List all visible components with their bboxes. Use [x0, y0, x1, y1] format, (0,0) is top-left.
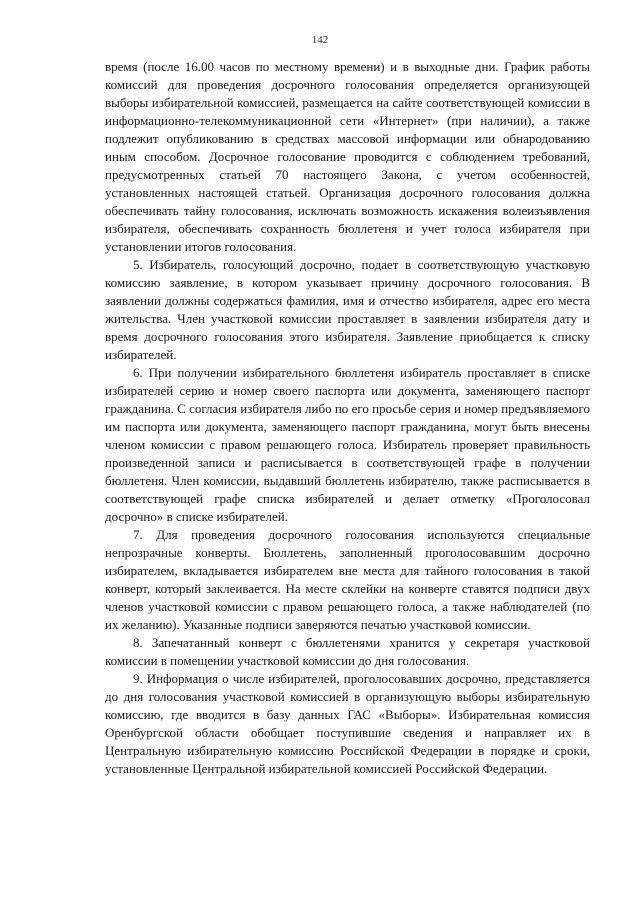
paragraph-item-8: 8. Запечатанный конверт с бюллетенями хранится у секретаря участковой комиссии в помещении участковой комиссии до дня голосования. — [105, 635, 590, 668]
document-body — [105, 58, 590, 778]
paragraph-item-9: 9. Информация о числе избирателей, проголосовавших досрочно, представляется до дня голосования участковой комиссией в организующую выборы избирательную комиссию, где вводится в базу данных ГАС «Выборы». Избирательная комиссия Оренбургской области обобщает поступившие сведения и направляет их в Центральную избирательную комиссию Российской Федерации в порядке и сроки, установленные Центральной избирательной комиссией Российской Федерации. — [105, 671, 590, 776]
paragraph-item-7: 7. Для проведения досрочного голосования используются специальные непрозрачные конверты. Бюллетень, заполненный проголосовавшим досрочно избирателем, вкладывается избирателем вне места для тайного голосования в такой конверт, который заклеивается. На месте склейки на конверте ставятся подписи двух членов участковой комиссии с правом решающего голоса, а также наблюдателей (по их желанию). Указанные подписи заверяются печатью участковой комиссии. — [105, 527, 590, 632]
paragraph-item-5: 5. Избиратель, голосующий досрочно, подает в соответствующую участковую комиссию заявление, в котором указывает причину досрочного голосования. В заявлении должны содержаться фамилия, имя и отчество избирателя, адрес его места жительства. Член участковой комиссии проставляет в заявлении избирателя дату и время досрочного голосования этого избирателя. Заявление приобщается к списку избирателей. — [105, 257, 590, 362]
paragraph-item-6: 6. При получении избирательного бюллетеня избиратель проставляет в списке избирателей серию и номер своего паспорта или документа, заменяющего паспорт гражданина. С согласия избирателя либо по его просьбе серия и номер предъявляемого им паспорта или документа, заменяющего паспорт гражданина, могут быть внесены членом комиссии с правом решающего голоса. Избиратель проверяет правильность произведенной записи и расписывается в соответствующей графе в получении бюллетеня. Член комиссии, выдавший бюллетень избирателю, также расписывается в соответствующей графе списка избирателей и делает отметку «Проголосовал досрочно» в списке избирателей. — [105, 365, 590, 524]
page-number: 142 — [311, 34, 329, 46]
paragraph-continuation: время (после 16.00 часов по местному времени) и в выходные дни. График работы комиссий для проведения досрочного голосования определяется организующей выборы избирательной комиссией, размещается на сайте соответствующей комиссии в информационно-телекоммуникационной сети «Интернет» (при наличии), а также подлежит опубликованию в средствах массовой информации или обнародованию иным способом. Досрочное голосование проводится с соблюдением требований, предусмотренных статьей 70 настоящего Закона, с учетом особенностей, установленных настоящей статьей. Организация досрочного голосования должна обеспечивать тайну голосования, исключать возможность искажения волеизъявления избирателя, обеспечивать сохранность бюллетеня и учет голоса избирателя при установлении итогов голосования. — [105, 59, 590, 254]
